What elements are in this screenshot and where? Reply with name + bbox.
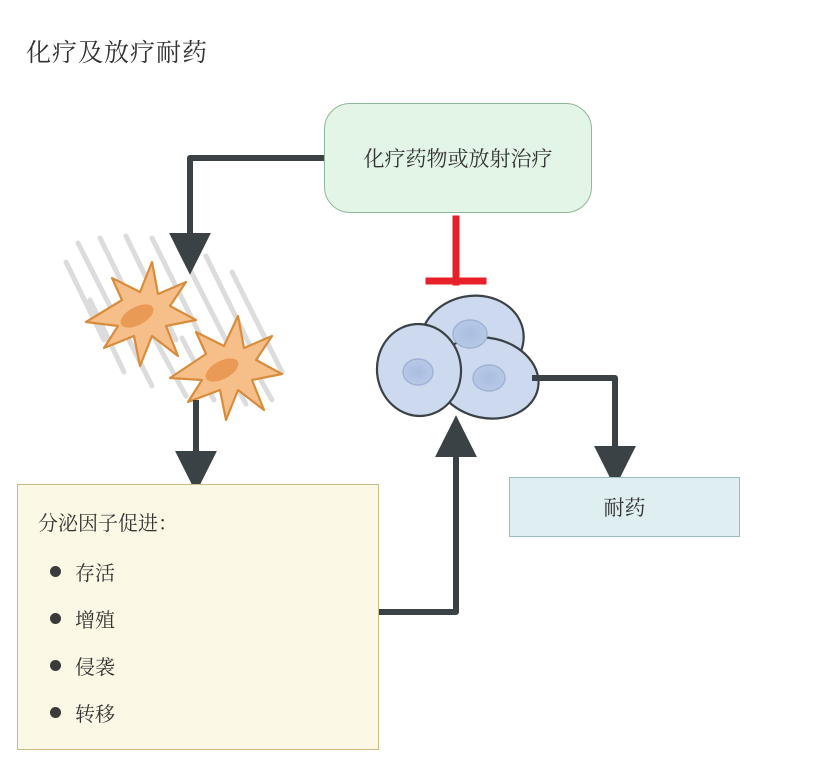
bullet-dot-icon (50, 613, 61, 624)
list-item (50, 646, 378, 684)
list-item (50, 693, 378, 731)
tumor-cell-cluster (372, 286, 546, 428)
page-title: 化疗及放疗耐药 (26, 39, 209, 67)
secretion-item-label: 增殖 (75, 609, 115, 632)
list-item (50, 599, 378, 637)
arrow-secretion-to-tumor (379, 438, 456, 612)
node-treatment-label: 化疗药物或放射治疗 (363, 148, 553, 171)
bullet-dot-icon (50, 660, 61, 671)
secretion-item-label: 转移 (75, 703, 115, 726)
node-treatment (324, 103, 592, 213)
arrow-tumor-to-resistance (532, 378, 615, 465)
secretion-item-label: 侵袭 (75, 656, 115, 679)
inhibition-bar (429, 219, 483, 282)
list-item (50, 552, 378, 590)
bullet-dot-icon (50, 566, 61, 577)
node-resistance-label: 耐药 (603, 497, 646, 520)
secretion-heading: 分泌因子促进： (38, 513, 178, 535)
node-resistance (509, 477, 740, 537)
node-secretion-factors (17, 484, 379, 750)
bullet-dot-icon (50, 707, 61, 718)
secretion-item-label: 存活 (75, 562, 115, 585)
arrow-treatment-to-fibroblast (190, 158, 324, 252)
